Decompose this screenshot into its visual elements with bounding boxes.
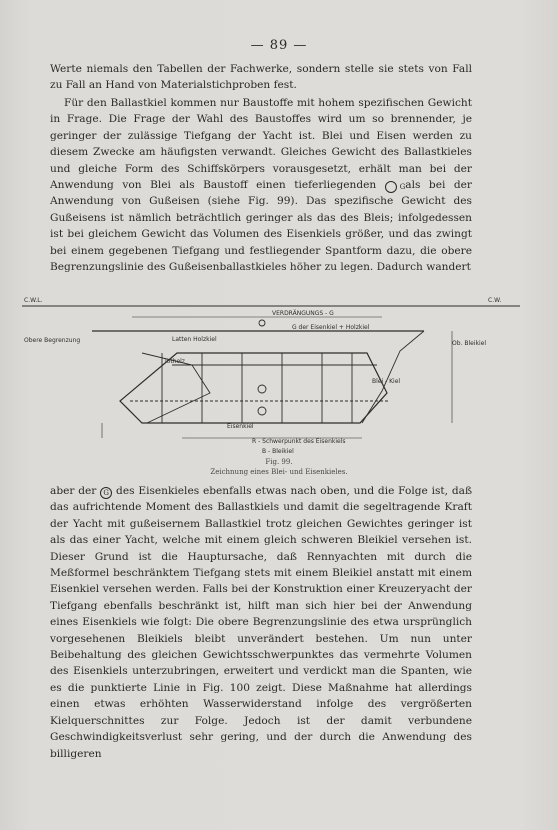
paragraph-ballast	[50, 95, 472, 275]
label-lead-keel-upper: Ob. Bleikiel	[452, 340, 486, 347]
label-iron-keel: Eisenkiel	[227, 423, 254, 430]
label-iron-cg: R - Schwerpunkt des Eisenkiels	[252, 438, 346, 445]
label-upper-boundary: Obere Begrenzung	[24, 337, 81, 344]
paragraph-intro: Werte niemals den Tabellen der Fachwerke, sondern stelle sie stets von Fall zu Fall an Hand von Materialstichproben fest.	[50, 63, 472, 92]
page-number: — 89 —	[250, 38, 308, 53]
center-of-gravity-icon: G	[385, 181, 397, 193]
iron-keel-cg-icon	[258, 385, 266, 393]
paragraph-iron-keel-part1: aber der	[50, 485, 97, 497]
lead-keel-cg-icon	[258, 407, 266, 415]
figure-caption: Zeichnung eines Blei- und Eisenkieles.	[210, 468, 348, 476]
label-cwl-right: C.W.	[488, 297, 502, 304]
label-lead-keel-b: B - Bleikiel	[262, 448, 294, 455]
paragraph-ballast-part2: als bei der Anwendung von Gußeisen (siehe Fig. 99). Das spezifische Gewicht des Gußeisens ist nämlich beträchtlich geringer als das des Bleis; infolgedessen ist bei gleichem Gewicht das Volumen des Eisenkiels größer, und das zwingt bei einem gegebenen Tiefgang und festliegender Spantform dazu, die obere Begrenzungslinie des Gußeisenballastkieles höher zu legen. Dadurch wandert	[50, 179, 472, 274]
label-deadwood: Totholz	[164, 358, 185, 365]
label-cg-iron-wood: G der Eisenkiel + Holzkiel	[292, 324, 370, 331]
keel-outline	[120, 353, 387, 423]
figure-number: Fig. 99.	[265, 458, 293, 466]
label-wood-keel: Latten Holzkiel	[172, 336, 217, 343]
label-lead-keel: Blei - Kiel	[372, 378, 401, 385]
label-displacement: VERDRÄNGUNGS - G	[272, 310, 334, 317]
keel-drawing-figure	[22, 293, 520, 455]
label-cwl-left: C.W.L.	[24, 297, 43, 304]
displacement-cg-icon	[259, 320, 265, 326]
keel-drawing	[22, 293, 520, 455]
paragraph-ballast-part1: Für den Ballastkiel kommen nur Baustoffe mit hohem spezifischen Gewicht in Frage. Die Frage der Wahl des Baustoffes wird um so brennender, je geringer der zulässige Tiefgang der Yacht ist. Blei und Eisen werden zu diesem Zwecke am häufigsten verwandt. Gleiches Gewicht des Ballastkieles und gleiche Form des Schiffskörpers vorausgesetzt, erhält man bei der Anwendung von Blei als Baustoff einen tieferliegenden	[50, 97, 472, 192]
center-of-gravity-icon-2: G	[100, 487, 112, 499]
paragraph-iron-keel-part2: des Eisenkieles ebenfalls etwas nach oben, und die Folge ist, daß das aufrichtende Moment des Ballastkiels und damit die segeltragende Kraft der Yacht mit gußeisernem Ballastkiel trotz gleichen Gewichtes geringer ist als das einer Yacht, welche mit einem gleich schweren Bleikiel versehen ist. Dieser Grund ist die Hauptursache, daß Rennyachten mit durch die Meßformel beschränktem Tiefgang stets mit einem Bleikiel anstatt mit einem Eisenkiel versehen werden. Falls bei der Konstruktion einer Kreuzeryacht der Tiefgang ebenfalls beschränkt ist, hilft man sich hier bei der Anwendung eines Eisenkiels wie folgt: Die obere Begrenzungslinie des etwa ursprünglich vorgesehenen Bleikiels bleibt unverändert bestehen. Um nun unter Beibehaltung des gleichen Gewichtsschwerpunktes das vermehrte Volumen des Eisenkiels unterzubringen, erweitert und verdickt man die Spanten, wie es die punktierte Linie in Fig. 100 zeigt. Diese Maßnahme hat allerdings einen etwas erhöhten Wasserwiderstand infolge des vergrößerten Kielquerschnittes zur Folge. Jedoch ist der damit verbundene Geschwindigkeitsverlust sehr gering, und der durch die Anwendung des billigeren	[50, 485, 473, 760]
paragraph-iron-keel	[50, 483, 472, 762]
hull-line-right	[362, 331, 424, 423]
